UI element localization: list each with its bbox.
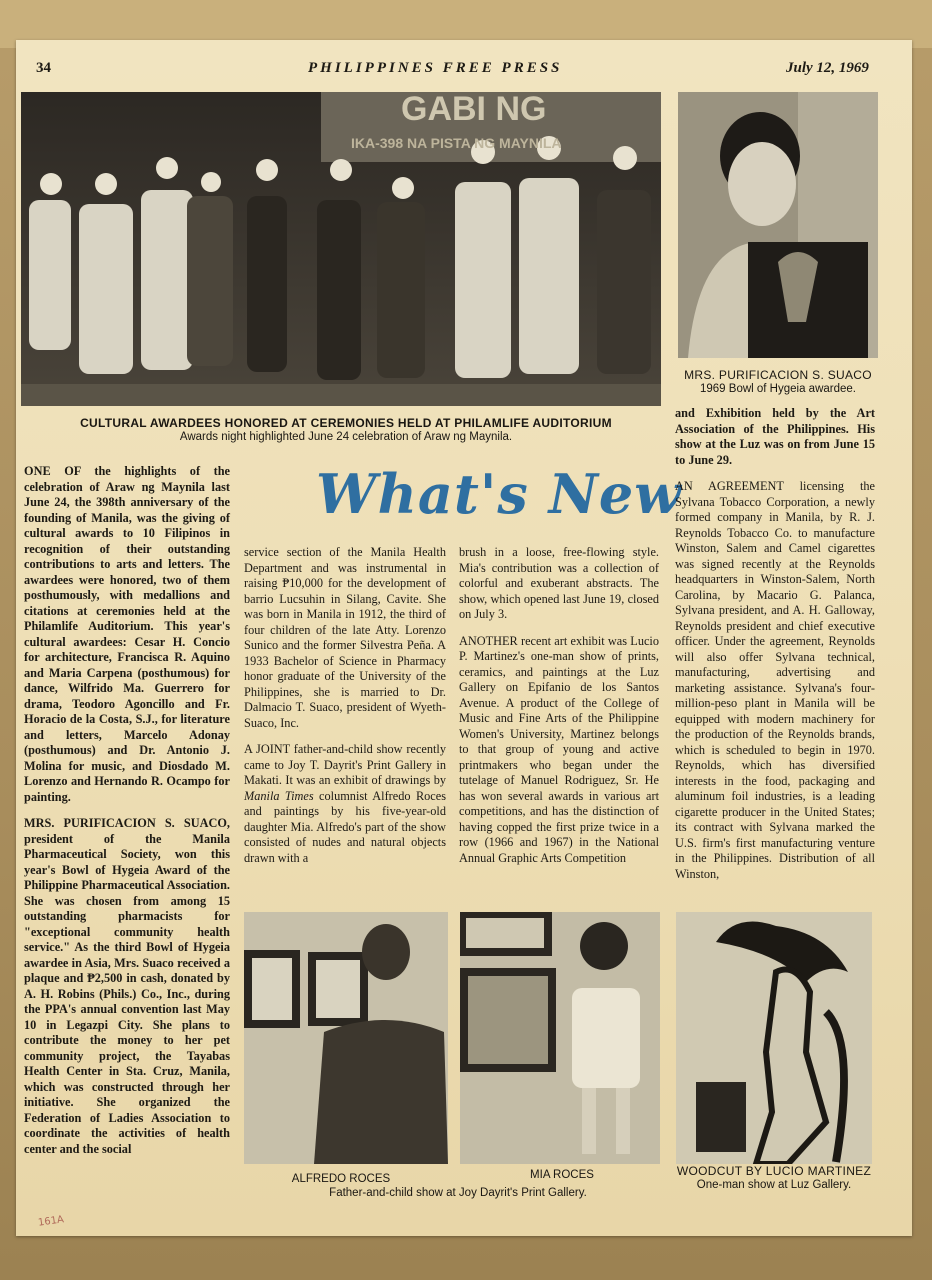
- woodcut-caption-sub: One-man show at Luz Gallery.: [696, 1179, 852, 1191]
- mia-photo-art: [460, 912, 660, 1164]
- martinez-show-paragraph: ANOTHER recent art exhibit was Lucio P. Martinez's one-man show of prints, ceramics, and paintings at the Luz Gallery on Epifanio de los Santos Avenue. A product of the College of Music and Fine Arts of the Philippine Women's University, Martinez belongs to that group of young and active printmakers who began under the tutelage of Manuel Rodriguez, Sr. He has won several awards in various art competitions, and has the distinction of having copped the first prize twice in a row (1966 and 1967) in the National Annual Graphic Arts Competition: [459, 633, 659, 865]
- alfredo-caption: ALFREDO ROCES: [291, 1173, 391, 1185]
- article-column-2: [244, 545, 446, 877]
- mia-caption: MIA ROCES: [530, 1169, 594, 1181]
- woodcut-art: [676, 912, 872, 1164]
- banner-text: GABI NG: [401, 92, 547, 128]
- roces-text-1: A JOINT father-and-child show recently came to Joy T. Dayrit's Print Gallery in Makati. It was an exhibit of drawings by: [244, 742, 446, 787]
- portrait-caption-title: MRS. PURIFICACION S. SUACO: [684, 368, 872, 382]
- pencil-annotation: 161A: [37, 1214, 65, 1229]
- mia-roces-photo: [460, 912, 660, 1164]
- article-column-4: [675, 406, 875, 893]
- sylvana-agreement-paragraph: AN AGREEMENT licensing the Sylvana Tobacco Corporation, a newly formed company in Manila, by R. J. Reynolds Tobacco Co. to manufacture Winston, Salem and Camel cigarettes was signed recently at the Reynolds headquarters in Winston-Salem, North Carolina, by Macario G. Palanca, Sylvana president, and A. H. Galloway, Reynolds president and chief executive officer. Under the agreement, Reynolds will also offer Sylvana technical, manufacturing, advertising and marketing assistance. Sylvana's four-million-peso plant in Manila will be equipped with modern machinery for the production of the Reynolds brands, which is scheduled to begin in 1970. Reynolds, which has diversified interests in the food, packaging and aluminum foil industries, is a leading cigarette producer in the United States; its contract with Sylvana marked the U.S. firm's first manufacturing venture in the Philippines. Distribution of all Winston,: [675, 479, 875, 881]
- manila-times-name: Manila Times: [244, 788, 314, 803]
- awardees-photo-art: [21, 92, 661, 406]
- cultural-awards-paragraph: ONE OF the highlights of the celebration of Araw ng Maynila last June 24, the 398th anniversary of the founding of Manila, was the giving of cultural awards to 10 Filipinos in recognition of their outstanding contributions to arts and letters. The awardees were honored, two of them posthumously, with medallions and citations at ceremonies held at the Philamlife Auditorium. This year's cultural awardees: Cesar H. Concio for architecture, Francisca R. Aquino and Maria Carpena (posthumous) for dance, Wilfrido Ma. Guerrero for drama, Teodoro Agoncillo and Fr. Horacio de la Costa, S.J., for literature and letters, Marcelo Adonay (posthumous) and Dr. Antonio J. Molina for music, and Diosdado M. Lorenzo and Hernando R. Ocampo for painting.: [24, 464, 230, 804]
- group-photo-caption: [56, 416, 636, 444]
- suaco-portrait-art: [678, 92, 878, 358]
- newspaper-page: [16, 40, 912, 1236]
- group-photo-caption-sub: Awards night highlighted June 24 celebration of Araw ng Maynila.: [179, 431, 513, 443]
- woodcut-image: [676, 912, 872, 1164]
- roces-show-paragraph: [244, 742, 446, 866]
- issue-date: July 12, 1969: [786, 60, 869, 76]
- mia-contribution-paragraph: brush in a loose, free-flowing style. Mia's contribution was a collection of colorful and exuberant abstracts. The show, which opened last June 19, closed on July 3.: [459, 545, 659, 621]
- publication-title: PHILIPPINES FREE PRESS: [308, 60, 563, 76]
- group-photo-caption-title: CULTURAL AWARDEES HONORED AT CEREMONIES HELD AT PHILAMLIFE AUDITORIUM: [80, 416, 612, 430]
- woodcut-caption-title: WOODCUT BY LUCIO MARTINEZ: [676, 1164, 872, 1178]
- aap-exhibition-paragraph: and Exhibition held by the Art Association of the Philippines. His show at the Luz was on from June 15 to June 29.: [675, 406, 875, 467]
- suaco-paragraph: MRS. PURIFICACION S. SUACO, president of the Manila Pharmaceutical Society, won this year's Bowl of Hygeia Award of the Philippine Pharmaceutical Association. She was chosen from among 15 outstanding pharmacists for "exceptional community health service." As the third Bowl of Hygeia awardee in Asia, Mrs. Suaco received a plaque and ₱2,500 in cash, donated by A. H. Robins (Phils.) Co., Inc., during the PPA's annual convention last May 10 in Legazpi City. She plans to contribute the money to her pet community project, the Tayabas Health Center in Sta. Cruz, Manila, which was constructed through her initiative. She organized the Federation of Ladies Association to coordinate the activities of health center and the social: [24, 816, 230, 1156]
- suaco-portrait-photo: [678, 92, 878, 358]
- alfredo-photo-art: [244, 912, 448, 1164]
- woodcut-caption: [672, 1164, 876, 1192]
- awardees-group-photo: [21, 92, 661, 406]
- section-title-whats-new: What's New: [316, 462, 682, 526]
- alfredo-roces-photo: [244, 912, 448, 1164]
- article-column-3: [459, 545, 659, 877]
- portrait-caption: [678, 368, 878, 396]
- portrait-caption-sub: 1969 Bowl of Hygeia awardee.: [700, 383, 856, 395]
- article-column-1: [24, 464, 230, 1168]
- roces-text-2: columnist Alfredo Roces and paintings by his five-year-old daughter Mia. Alfredo's part of the show consisted of nudes and natural objects drawn with a: [244, 788, 447, 865]
- page-number: 34: [36, 60, 51, 76]
- suaco-continued-paragraph: service section of the Manila Health Department and was instrumental in raising ₱10,000 for the development of barrio Lucsuhin in Silang, Cavite. She was born in Manila in 1912, the third of four children of the late Atty. Lorenzo Sunico and the former Silvestra Peña. A 1933 Bachelor of Science in Pharmacy honor graduate of the University of the Philippines, she is married to Dr. Dalmacio T. Suaco, president of Wyeth-Suaco, Inc.: [244, 545, 446, 730]
- banner-subtext: IKA-398 NA PISTA NG MAYNILA: [351, 135, 562, 151]
- father-child-caption: Father-and-child show at Joy Dayrit's Print Gallery.: [329, 1187, 587, 1199]
